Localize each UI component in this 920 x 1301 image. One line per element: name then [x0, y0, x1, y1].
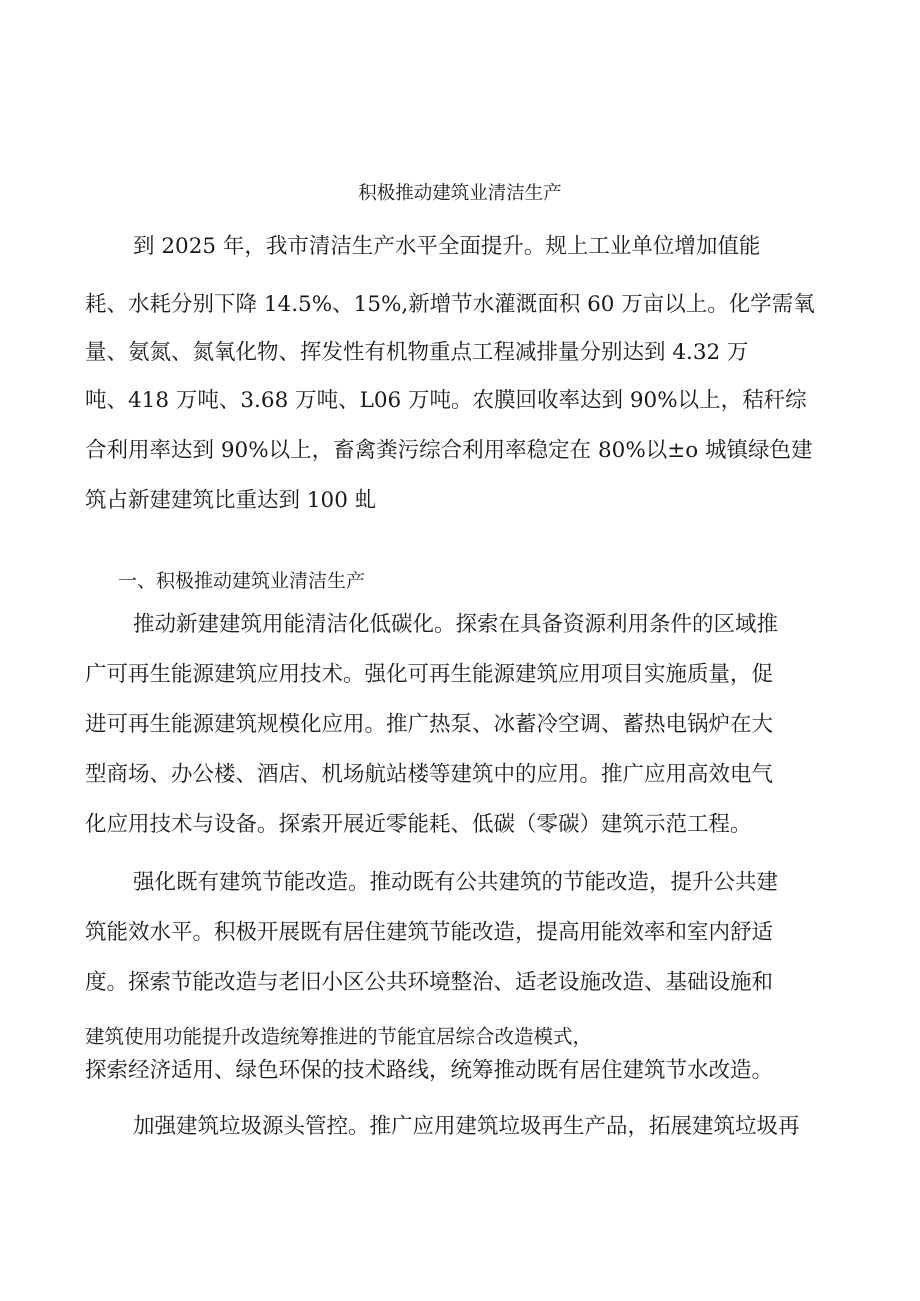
paragraph-line: 度。探索节能改造与老旧小区公共环境整治、适老设施改造、基础设施和: [85, 970, 774, 995]
paragraph-line: 化应用技术与设备。探索开展近零能耗、低碳（零碳）建筑示范工程。: [85, 812, 752, 837]
paragraph-line: 吨、418 万吨、3.68 万吨、L06 万吨。农膜回收率达到 90%以上，秸秆综: [85, 388, 807, 413]
paragraph-line: 建筑使用功能提升改造统筹推进的节能宜居综合改造模式，: [85, 1025, 593, 1048]
paragraph-line: 推动新建建筑用能清洁化低碳化。探索在具备资源利用条件的区域推: [133, 612, 779, 637]
paragraph-line: 筑能效水平。积极开展既有居住建筑节能改造，提高用能效率和室内舒适: [85, 920, 774, 945]
document-title: 积极推动建筑业清洁生产: [358, 183, 562, 204]
paragraph-line: 强化既有建筑节能改造。推动既有公共建筑的节能改造，提升公共建: [133, 870, 779, 895]
paragraph-line: 耗、水耗分别下降 14.5%、15%,新增节水灌溉面积 60 万亩以上。化学需氧: [85, 292, 815, 317]
paragraph-line: 量、氨氮、氮氧化物、挥发性有机物重点工程减排量分别达到 4.32 万: [85, 340, 749, 365]
paragraph-line: 进可再生能源建筑规模化应用。推广热泵、冰蓄冷空调、蓄热电锅炉在大: [85, 712, 774, 737]
paragraph-line: 到 2025 年，我市清洁生产水平全面提升。规上工业单位增加值能: [133, 234, 761, 259]
paragraph-line: 广可再生能源建筑应用技术。强化可再生能源建筑应用项目实施质量，促: [85, 662, 774, 687]
paragraph-line: 加强建筑垃圾源头管控。推广应用建筑垃圾再生产品，拓展建筑垃圾再: [133, 1114, 800, 1139]
section-heading: 一、积极推动建筑业清洁生产: [118, 570, 366, 592]
paragraph-line: 合利用率达到 90%以上，畜禽粪污综合利用率稳定在 80%以±o 城镇绿色建: [85, 438, 813, 463]
paragraph-line: 筑占新建建筑比重达到 100 虬: [85, 488, 377, 513]
paragraph-line: 型商场、办公楼、酒店、机场航站楼等建筑中的应用。推广应用高效电气: [85, 762, 774, 787]
paragraph-line: 探索经济适用、绿色环保的技术路线，统筹推动既有居住建筑节水改造。: [85, 1058, 774, 1083]
